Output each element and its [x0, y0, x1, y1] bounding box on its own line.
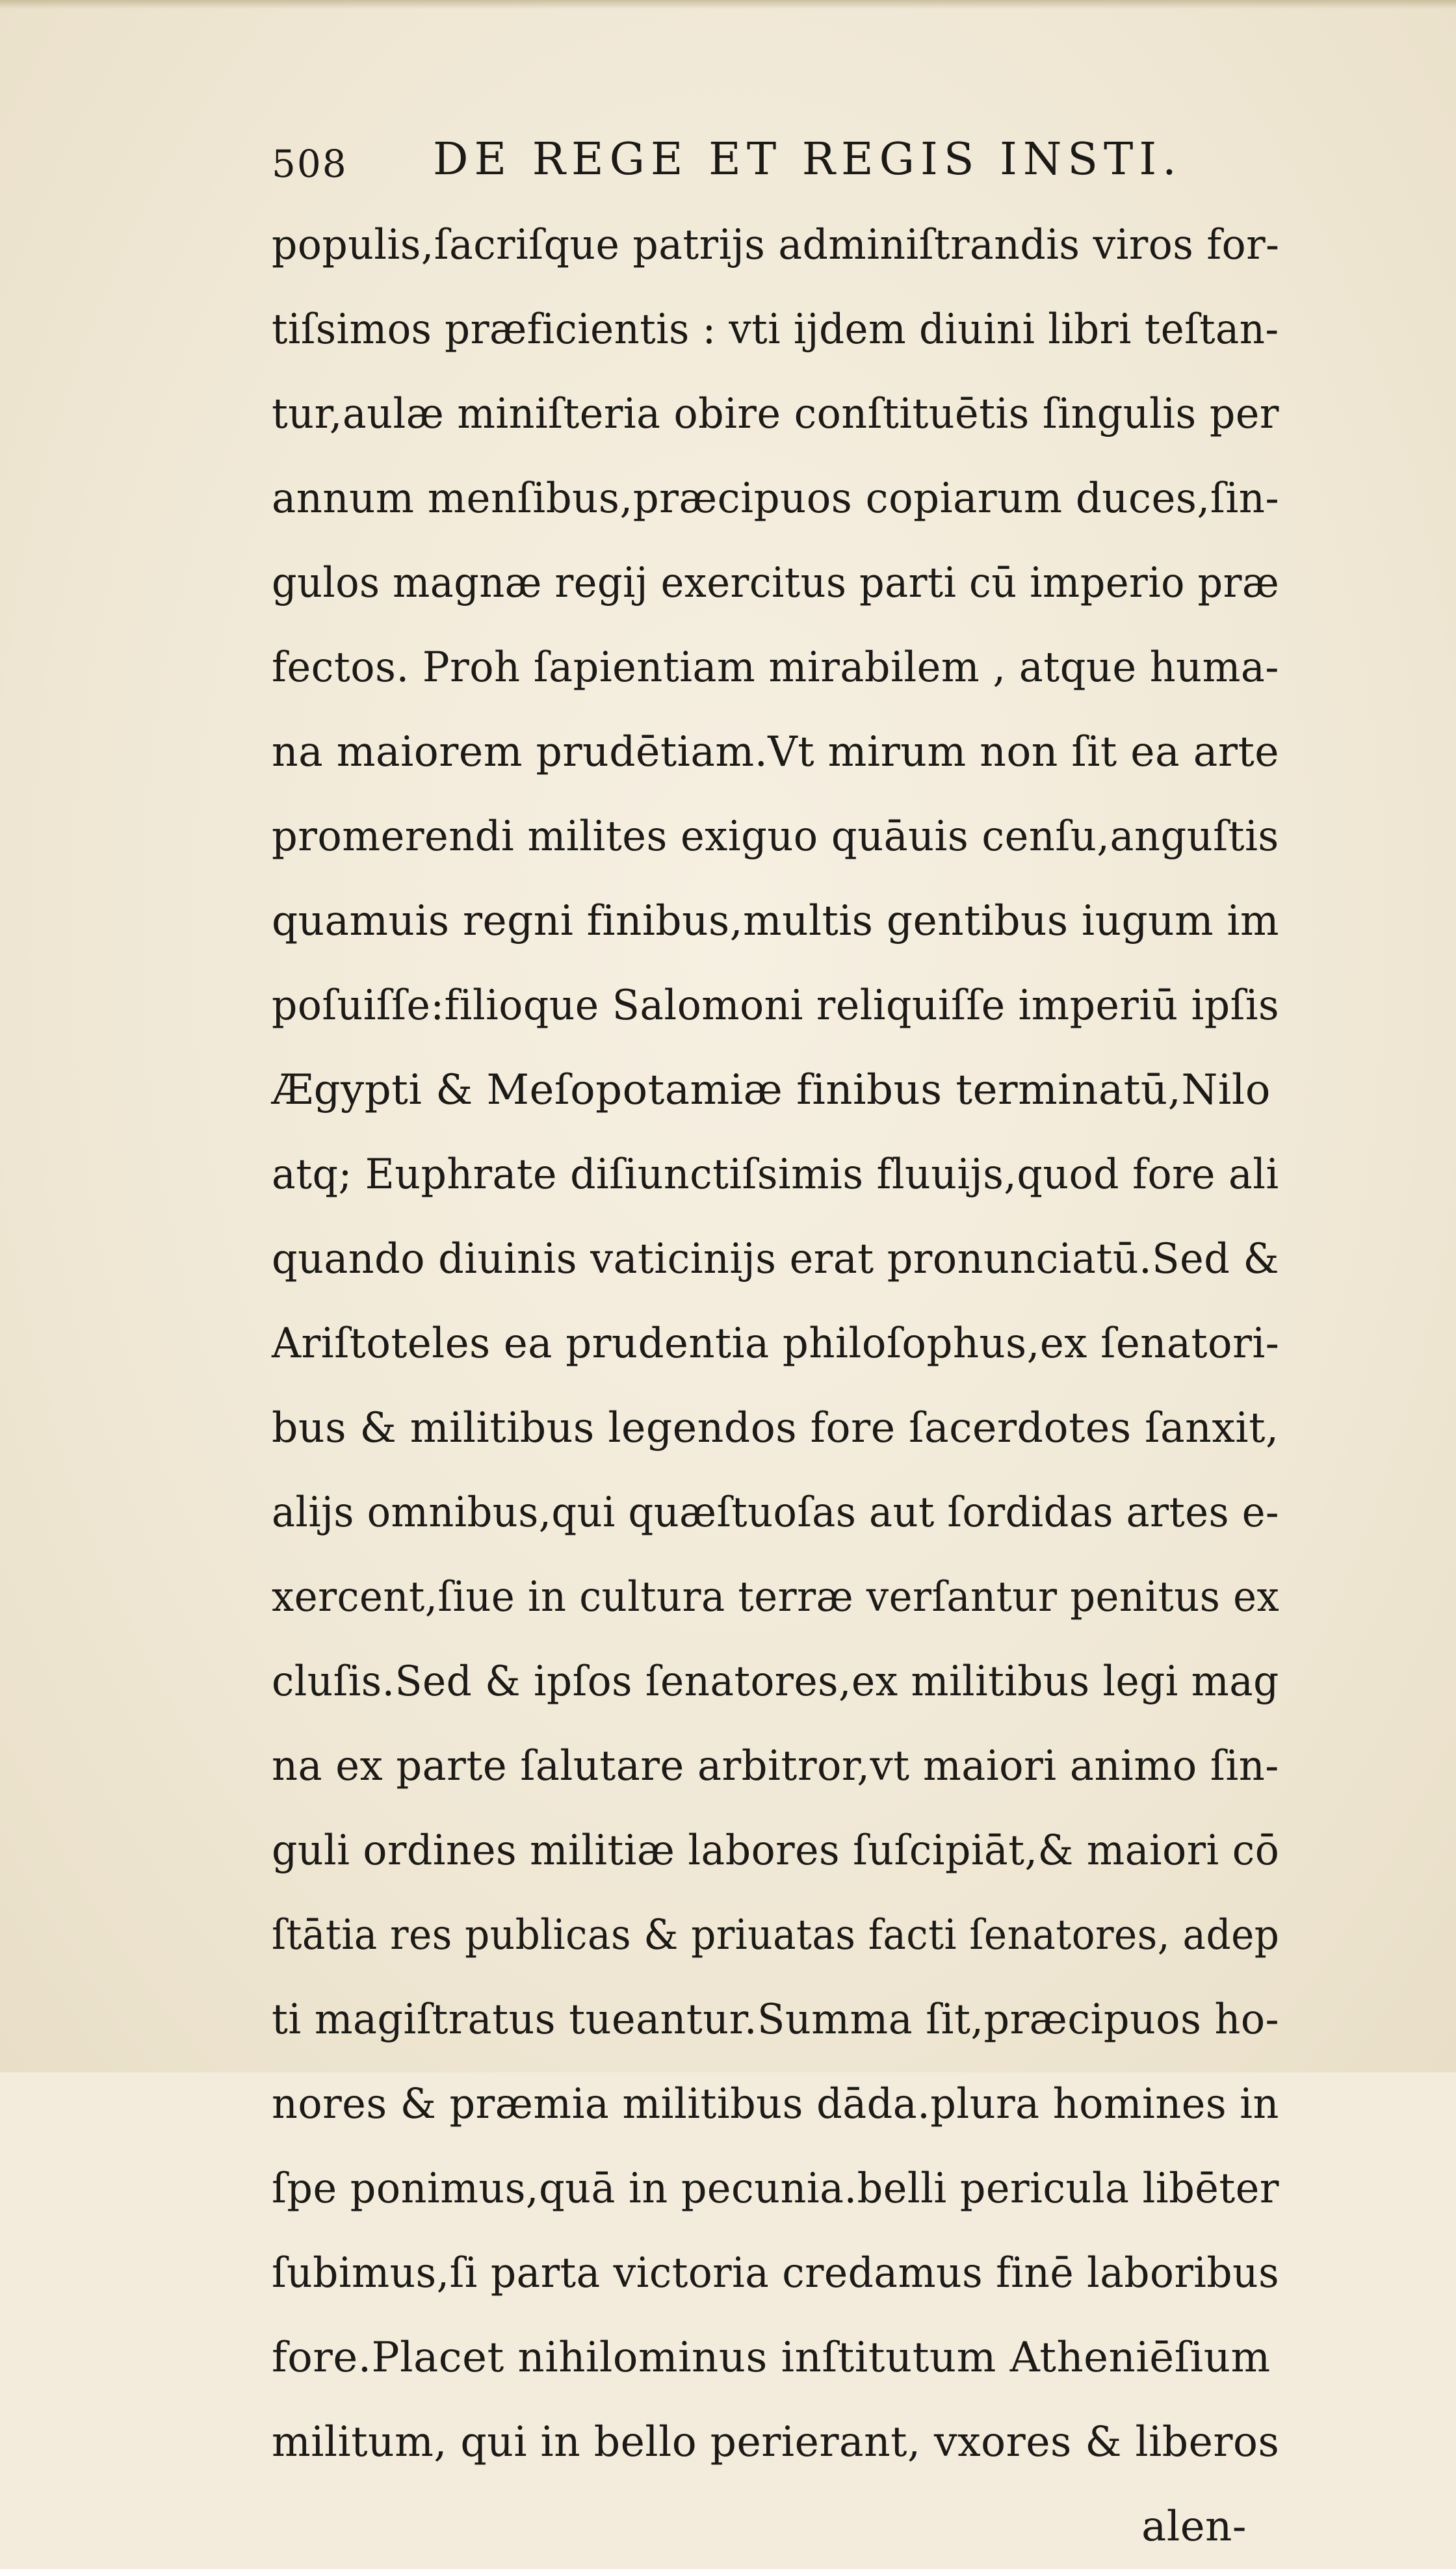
text-line: gulos magnæ regij exercitus parti cū imperio præ [272, 559, 1280, 607]
page-number: 508 [272, 142, 348, 186]
text-line: quamuis regni finibus,multis gentibus iugum im [272, 897, 1280, 945]
text-line: na maiorem prudētiam.Vt mirum non ſit ea arte [272, 728, 1280, 776]
text-line: xercent,ſiue in cultura terræ verſantur penitus ex [272, 1573, 1280, 1621]
text-line: nores & præmia militibus dāda.plura homines in [272, 2080, 1279, 2128]
text-line: militum, qui in bello perierant, vxores & liberos [272, 2418, 1280, 2466]
text-line: bus & militibus legendos fore ſacerdotes ſanxit, [272, 1404, 1279, 1452]
body-text [272, 203, 1279, 2569]
running-head: DE REGE ET REGIS INSTI. [433, 134, 1182, 185]
text-line: alijs omnibus,qui quæſtuoſas aut ſordidas artes e- [272, 1489, 1279, 1537]
text-line: guli ordines militiæ labores ſuſcipiāt,& maiori cō [272, 1827, 1280, 1875]
text-line: quando diuinis vaticinijs erat pronunciatū.Sed & [272, 1235, 1280, 1283]
text-line: cluſis.Sed & ipſos ſenatores,ex militibus legi mag [272, 1658, 1279, 1706]
text-line: ſpe ponimus,quā in pecunia.belli pericula libēter [272, 2165, 1279, 2213]
catchword: alen- [1141, 2503, 1247, 2551]
text-line: fore.Placet nihilominus inſtitutum Atheniēſium [272, 2334, 1271, 2382]
text-line: promerendi milites exiguo quāuis cenſu,anguſtis [272, 813, 1279, 861]
text-line: populis,ſacriſque patrijs adminiſtrandis viros for- [272, 221, 1280, 269]
text-line: Ariſtoteles ea prudentia philoſophus,ex ſenatori- [272, 1320, 1280, 1368]
page-top-edge [0, 0, 1456, 9]
text-line: na ex parte ſalutare arbitror,vt maiori animo ſin- [272, 1742, 1279, 1790]
text-line: ſtātia res publicas & priuatas facti ſenatores, adep [272, 1911, 1280, 1959]
text-line: ſubimus,ſi parta victoria credamus finē laboribus [272, 2249, 1280, 2297]
text-line: Ægypti & Meſopotamiæ finibus terminatū,Nilo [272, 1066, 1271, 1114]
text-line: annum menſibus,præcipuos copiarum duces,ſin- [272, 475, 1280, 523]
text-line: tiſsimos præficientis : vti ijdem diuini libri teſtan- [272, 306, 1279, 354]
text-line: atq; Euphrate diſiunctiſsimis fluuijs,quod fore ali [272, 1151, 1279, 1199]
text-line: fectos. Proh ſapientiam mirabilem , atque huma- [272, 644, 1279, 692]
text-line: ti magiſtratus tueantur.Summa ſit,præcipuos ho- [272, 1996, 1280, 2044]
text-line: poſuiſſe:filioque Salomoni reliquiſſe imperiū ipſis [272, 982, 1280, 1030]
text-line: tur,aulæ miniſteria obire conſtituētis ſingulis per [272, 390, 1279, 438]
page-header [272, 130, 1182, 202]
